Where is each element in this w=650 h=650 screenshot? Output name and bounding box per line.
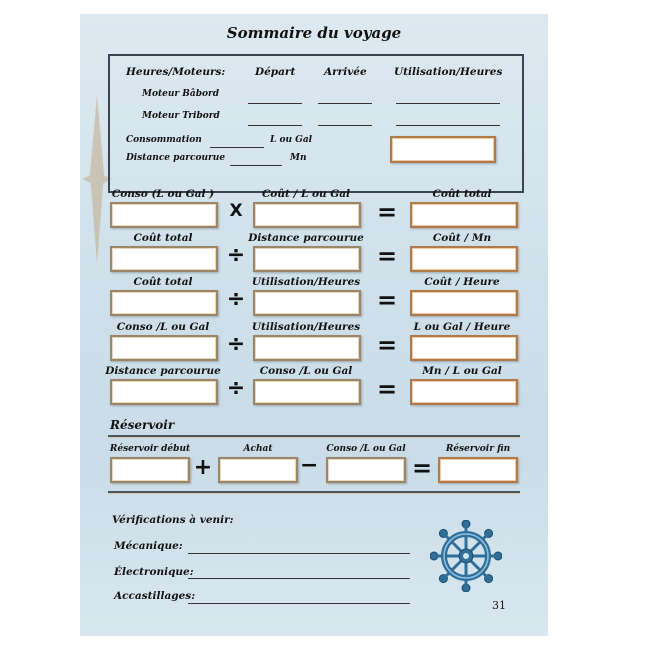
port-arrival-field[interactable] — [318, 103, 372, 104]
tank-purchase-input[interactable] — [218, 457, 298, 483]
mechanical-field[interactable] — [188, 553, 410, 554]
row5-b-input[interactable] — [253, 379, 361, 405]
starboard-departure-field[interactable] — [248, 125, 302, 126]
distance-label: Distance parcourue — [126, 153, 226, 163]
distance-field[interactable] — [230, 165, 282, 166]
row2-c-label: Coût / Mn — [432, 232, 492, 244]
row4-c-label: L ou Gal / Heure — [413, 321, 511, 333]
consumption-label: Consommation — [126, 135, 202, 145]
arrival-header: Arrivée — [324, 66, 367, 78]
electronic-label: Électronique: — [114, 566, 194, 578]
row3-divide-op: ÷ — [226, 287, 246, 312]
tank-equals-op: = — [411, 454, 433, 482]
tank-end-label: Réservoir fin — [445, 444, 511, 454]
tank-start-input[interactable] — [110, 457, 190, 483]
row5-equals-op: = — [376, 375, 398, 403]
distance-unit: Mn — [290, 153, 307, 163]
row4-divide-op: ÷ — [226, 332, 246, 357]
row2-a-input[interactable] — [110, 246, 218, 272]
tank-purchase-label: Achat — [243, 444, 273, 454]
port-departure-field[interactable] — [248, 103, 302, 104]
row4-b-label: Utilisation/Heures — [251, 321, 361, 333]
row1-b-input[interactable] — [253, 202, 361, 228]
departure-header: Départ — [255, 66, 296, 78]
row2-b-label: Distance parcourue — [248, 232, 364, 244]
fittings-field[interactable] — [188, 603, 410, 604]
row1-a-input[interactable] — [110, 202, 218, 228]
row4-a-input[interactable] — [110, 335, 218, 361]
tank-plus-op: + — [193, 455, 213, 480]
row1-b-label: Coût / L ou Gal — [261, 188, 351, 200]
tank-heading: Réservoir — [110, 418, 175, 432]
row5-c-label: Mn / L ou Gal — [422, 365, 502, 377]
row5-b-label: Conso /L ou Gal — [259, 365, 353, 377]
port-usage-field[interactable] — [396, 103, 500, 104]
row2-c-input[interactable] — [410, 246, 518, 272]
row1-a-label: Conso (L ou Gal ) — [111, 188, 215, 200]
page-title: Sommaire du voyage — [226, 24, 402, 42]
tank-consumption-label: Conso /L ou Gal — [326, 444, 406, 454]
row5-a-label: Distance parcourue — [105, 365, 221, 377]
row4-c-input[interactable] — [410, 335, 518, 361]
tank-end-input[interactable] — [438, 457, 518, 483]
row3-b-input[interactable] — [253, 290, 361, 316]
row3-b-label: Utilisation/Heures — [251, 276, 361, 288]
mechanical-label: Mécanique: — [114, 540, 183, 552]
fittings-label: Accastillages: — [114, 590, 196, 602]
row4-equals-op: = — [376, 331, 398, 359]
tank-minus-op: − — [300, 453, 319, 478]
row2-divide-op: ÷ — [226, 243, 246, 268]
tank-consumption-input[interactable] — [326, 457, 406, 483]
tank-divider-bottom — [108, 491, 520, 494]
engines-header: Heures/Moteurs: — [126, 66, 226, 78]
row1-c-input[interactable] — [410, 202, 518, 228]
page-number: 31 — [492, 599, 506, 612]
summary-result-box[interactable] — [390, 136, 496, 163]
row4-a-label: Conso /L ou Gal — [116, 321, 210, 333]
tank-divider-top — [108, 435, 520, 438]
checks-heading: Vérifications à venir: — [112, 514, 234, 526]
form-page — [80, 14, 548, 636]
row5-divide-op: ÷ — [226, 376, 246, 401]
ship-wheel-icon — [430, 520, 502, 592]
row3-a-label: Coût total — [133, 276, 193, 288]
row3-a-input[interactable] — [110, 290, 218, 316]
consumption-unit: L ou Gal — [270, 135, 313, 145]
starboard-arrival-field[interactable] — [318, 125, 372, 126]
row3-c-input[interactable] — [410, 290, 518, 316]
row1-multiply-op: X — [229, 201, 243, 221]
starboard-usage-field[interactable] — [396, 125, 500, 126]
row1-c-label: Coût total — [432, 188, 492, 200]
row2-equals-op: = — [376, 242, 398, 270]
consumption-field[interactable] — [210, 147, 264, 148]
row5-a-input[interactable] — [110, 379, 218, 405]
row3-c-label: Coût / Heure — [424, 276, 500, 288]
row4-b-input[interactable] — [253, 335, 361, 361]
row5-c-input[interactable] — [410, 379, 518, 405]
electronic-field[interactable] — [188, 578, 410, 579]
port-engine-label: Moteur Bâbord — [142, 89, 220, 99]
row3-equals-op: = — [376, 286, 398, 314]
tank-start-label: Réservoir début — [109, 444, 191, 454]
row1-equals-op: = — [376, 198, 398, 226]
row2-a-label: Coût total — [133, 232, 193, 244]
starboard-engine-label: Moteur Tribord — [142, 111, 220, 121]
usage-header: Utilisation/Heures — [394, 66, 503, 78]
row2-b-input[interactable] — [253, 246, 361, 272]
